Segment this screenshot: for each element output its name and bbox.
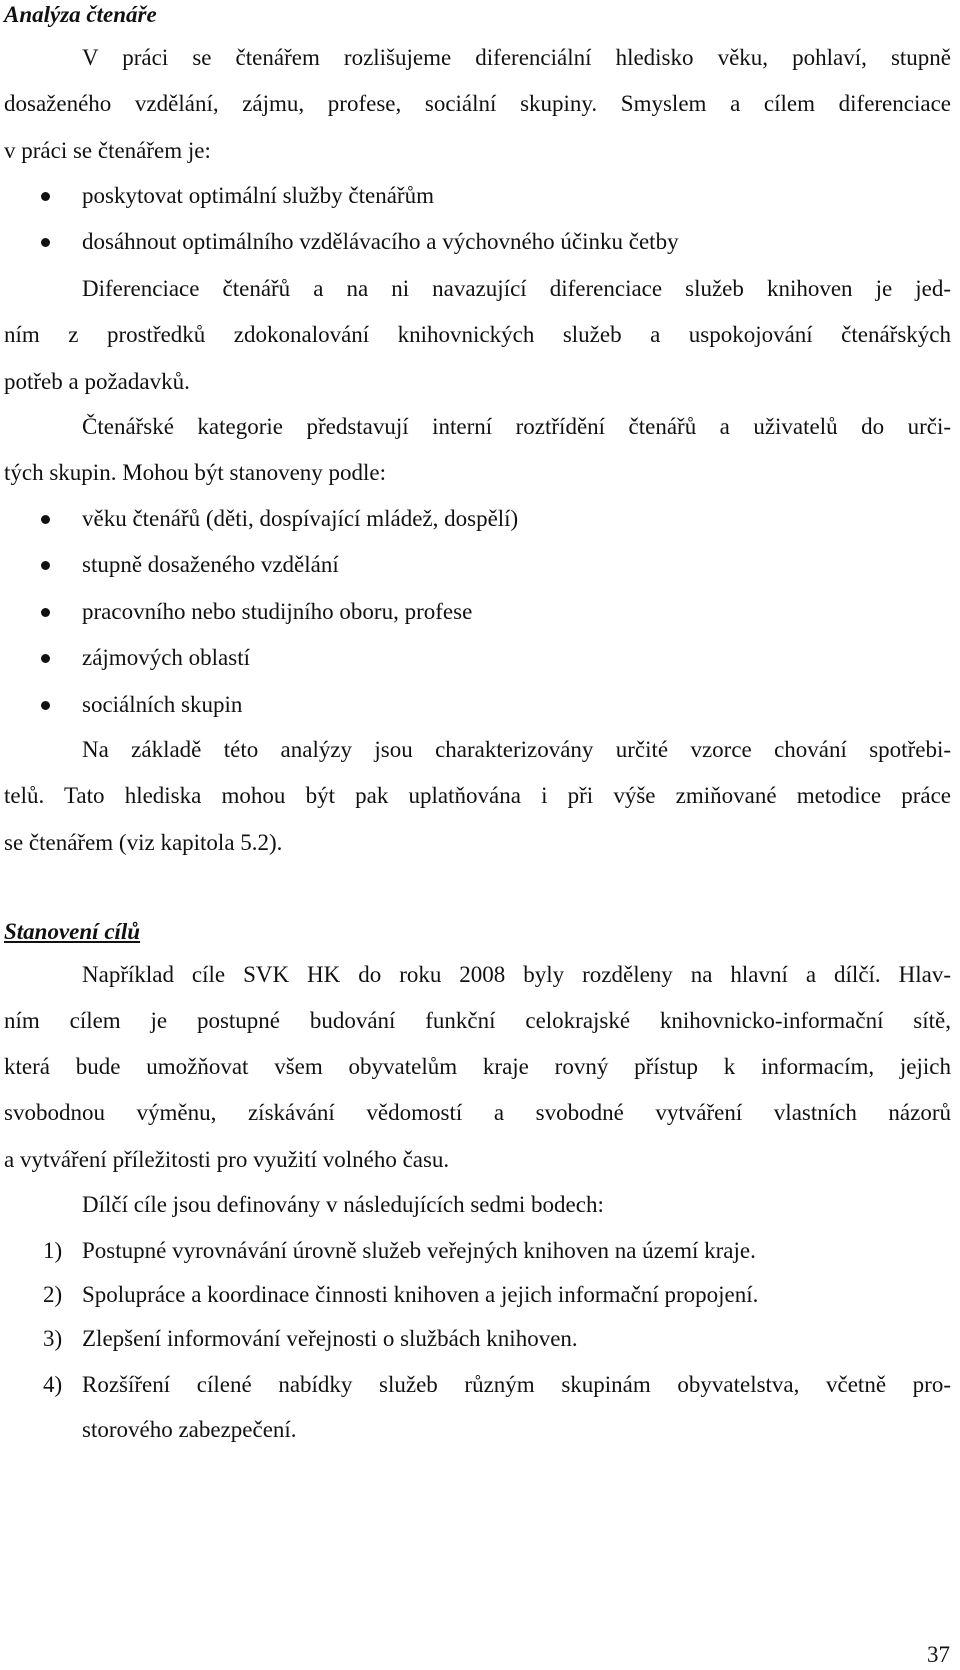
paragraph-line: V práci se čtenářem rozlišujeme diferenciální hledisko věku, pohlaví, stupně (82, 45, 951, 70)
paragraph-line: potřeb a požadavků. (4, 369, 190, 394)
section-heading-reader-analysis: Analýza čtenáře (4, 2, 157, 27)
paragraph-line: dosaženého vzdělání, zájmu, profese, sociální skupiny. Smyslem a cílem diferenciace (4, 91, 951, 116)
paragraph-line: svobodnou výměnu, získávání vědomostí a svobodné vytváření vlastních názorů (4, 1100, 951, 1125)
section-heading-setting-goals: Stanovení cílů (4, 919, 141, 944)
paragraph-line: ním z prostředků zdokonalování knihovnických služeb a uspokojování čtenářských (4, 322, 951, 347)
bullet-item: stupně dosaženého vzdělání (82, 552, 339, 577)
bullet-icon (41, 515, 50, 524)
bullet-item: pracovního nebo studijního oboru, profese (82, 599, 473, 624)
bullet-item: dosáhnout optimálního vzdělávacího a výchovného účinku četby (82, 229, 679, 254)
list-item: Zlepšení informování veřejnosti o službách knihoven. (82, 1326, 578, 1351)
bullet-item: sociálních skupin (82, 692, 243, 717)
paragraph-line: která bude umožňovat všem obyvatelům kraje rovný přístup k informacím, jejich (4, 1054, 951, 1079)
paragraph-line: Na základě této analýzy jsou charakterizovány určité vzorce chování spotřebi- (82, 737, 951, 762)
paragraph-line: a vytváření příležitosti pro využití volného času. (4, 1147, 450, 1172)
bullet-item: poskytovat optimální služby čtenářům (82, 183, 434, 208)
list-number: 3) (43, 1326, 63, 1351)
bullet-icon (41, 238, 50, 247)
paragraph-line: v práci se čtenářem je: (4, 138, 211, 163)
list-item: Spolupráce a koordinace činnosti knihoven a jejich informační propojení. (82, 1282, 759, 1307)
bullet-icon (41, 654, 50, 663)
bullet-item: věku čtenářů (děti, dospívající mládež, dospělí) (82, 506, 519, 531)
list-item: Postupné vyrovnávání úrovně služeb veřejných knihoven na území kraje. (82, 1238, 756, 1263)
paragraph-line: se čtenářem (viz kapitola 5.2). (4, 830, 283, 855)
bullet-icon (41, 701, 50, 710)
list-number: 4) (43, 1372, 63, 1397)
paragraph-line: telů. Tato hlediska mohou být pak uplatňována i při výše zmiňované metodice práce (4, 783, 951, 808)
paragraph-line: tých skupin. Mohou být stanoveny podle: (4, 460, 387, 485)
list-number: 2) (43, 1282, 63, 1307)
paragraph-line: Čtenářské kategorie představují interní roztřídění čtenářů a uživatelů do urči- (82, 414, 951, 439)
list-number: 1) (43, 1238, 63, 1263)
bullet-icon (41, 561, 50, 570)
bullet-item: zájmových oblastí (82, 645, 250, 670)
paragraph-line: Například cíle SVK HK do roku 2008 byly rozděleny na hlavní a dílčí. Hlav- (82, 962, 951, 987)
paragraph-line: Dílčí cíle jsou definovány v následujících sedmi bodech: (82, 1192, 604, 1217)
bullet-icon (41, 608, 50, 617)
bullet-icon (41, 192, 50, 201)
paragraph-line: ním cílem je postupné budování funkční celokrajské knihovnicko-informační sítě, (4, 1008, 951, 1033)
list-item-continuation: storového zabezpečení. (82, 1417, 297, 1442)
list-item: Rozšíření cílené nabídky služeb různým skupinám obyvatelstva, včetně pro- (82, 1372, 951, 1397)
paragraph-line: Diferenciace čtenářů a na ni navazující diferenciace služeb knihoven je jed- (82, 276, 951, 301)
page-number: 37 (927, 1642, 950, 1667)
